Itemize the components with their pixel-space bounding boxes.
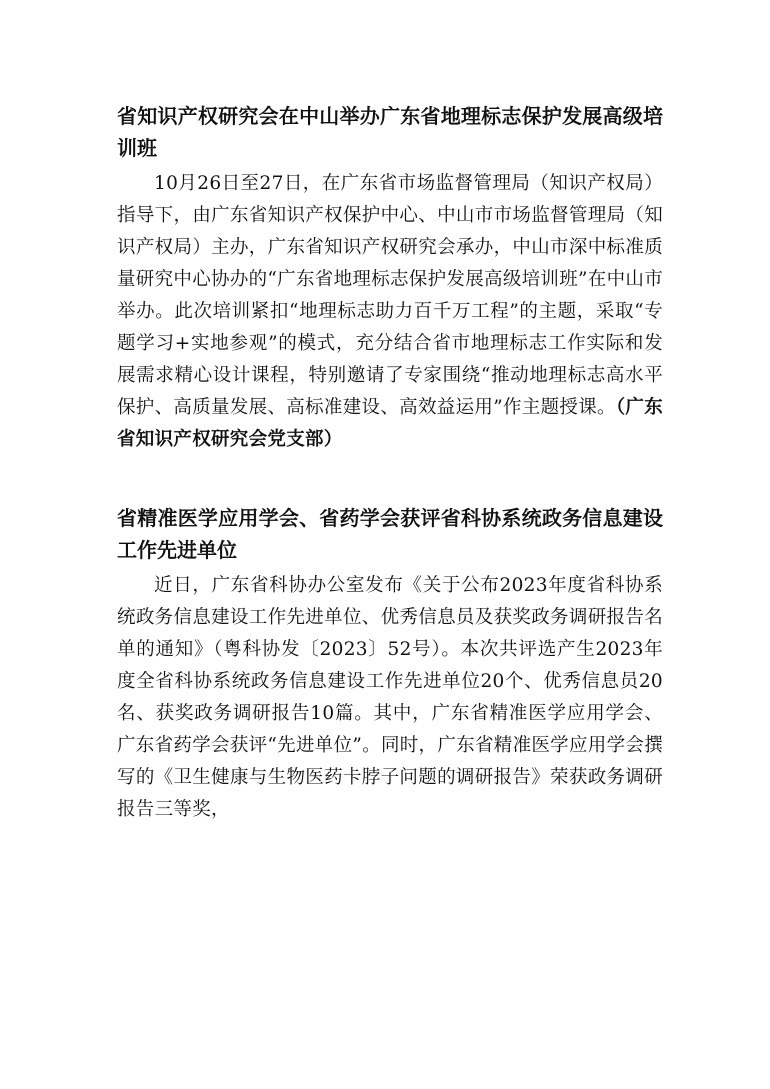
document-page: [117, 100, 663, 826]
article-title: 省知识产权研究会在中山举办广东省地理标志保护发展高级培训班: [117, 104, 663, 160]
article-body: [117, 570, 663, 826]
article-source: （广东省知识产权研究会党支部）: [117, 397, 663, 450]
article-advanced-units: [117, 502, 663, 826]
article-ip-training: [117, 100, 663, 456]
article-body-text: 近日，广东省科协办公室发布《关于公布2023年度省科协系统政务信息建设工作先进单位、优秀信息员及获奖政务调研报告名单的通知》（粤科协发〔2023〕52号）。本次共评选产生2023年度全省科协系统政务信息建设工作先进单位20个、优秀信息员20名、获奖政务调研报告10篇。其中，广东省精准医学应用学会、广东省药学会获评“先进单位”。同时，广东省精准医学应用学会撰写的《卫生健康与生物医药卡脖子问题的调研报告》荣获政务调研报告三等奖，: [117, 575, 663, 820]
article-body-text: 10月26日至27日，在广东省市场监督管理局（知识产权局）指导下，由广东省知识产权保护中心、中山市市场监督管理局（知识产权局）主办，广东省知识产权研究会承办，中山市深中标准质量研究中心协办的“广东省地理标志保护发展高级培训班”在中山市举办。此次培训紧扣“地理标志助力百千万工程”的主题，采取“专题学习+实地参观”的模式，充分结合省市地理标志工作实际和发展需求精心设计课程，特别邀请了专家围绕“推动地理标志高水平保护、高质量发展、高标准建设、高效益运用”作主题授课。: [117, 173, 663, 418]
article-body: [117, 168, 663, 456]
article-title: 省精准医学应用学会、省药学会获评省科协系统政务信息建设工作先进单位: [117, 506, 663, 562]
